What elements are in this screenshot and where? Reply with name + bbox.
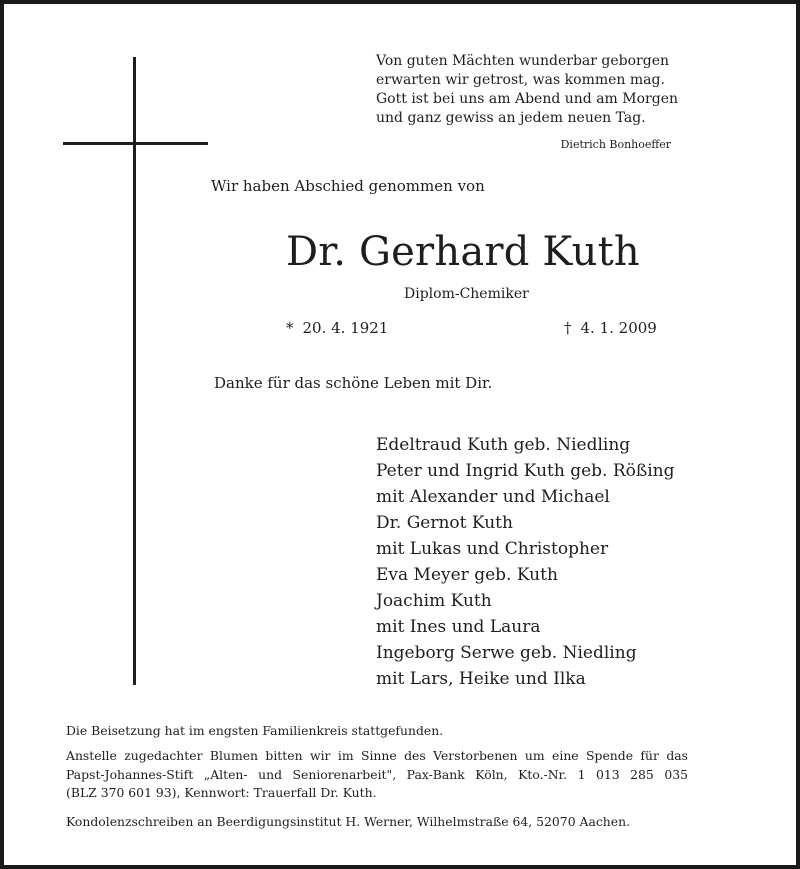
poem-line: erwarten wir getrost, was kommen mag.	[376, 72, 665, 88]
list-item: Joachim Kuth	[376, 591, 492, 611]
donation-line: Papst-Johannes-Stift „Alten- und Seniorenarbeit", Pax-Bank Köln, Kto.-Nr. 1 013 285 035	[66, 766, 688, 782]
death-date-line	[564, 319, 657, 337]
poem-author: Dietrich Bonhoeffer	[560, 138, 671, 151]
poem-line: Von guten Mächten wunderbar geborgen	[376, 53, 669, 69]
birth-star-icon: *	[286, 319, 294, 337]
thanks-text: Danke für das schöne Leben mit Dir.	[214, 374, 493, 392]
donation-line: (BLZ 370 601 93), Kennwort: Trauerfall Dr. Kuth.	[66, 785, 377, 800]
poem-line: und ganz gewiss an jedem neuen Tag.	[376, 110, 646, 126]
list-item: Ingeborg Serwe geb. Niedling	[376, 643, 637, 663]
list-item: Dr. Gernot Kuth	[376, 513, 513, 533]
list-item: mit Lukas und Christopher	[376, 539, 609, 559]
cross-horizontal-bar	[63, 142, 208, 145]
burial-note: Die Beisetzung hat im engsten Familienkreis stattgefunden.	[66, 723, 444, 738]
mourners-list	[376, 432, 675, 692]
list-item: Eva Meyer geb. Kuth	[376, 565, 558, 585]
deceased-name: Dr. Gerhard Kuth	[286, 229, 640, 275]
birth-date-line	[286, 319, 388, 337]
intro-text: Wir haben Abschied genommen von	[211, 177, 485, 195]
death-date: 4. 1. 2009	[580, 319, 657, 337]
list-item: mit Lars, Heike und Ilka	[376, 669, 586, 689]
death-dagger-icon: †	[564, 319, 572, 337]
list-item: mit Alexander und Michael	[376, 487, 610, 507]
birth-date: 20. 4. 1921	[302, 319, 389, 337]
condolence-note: Kondolenzschreiben an Beerdigungsinstitut H. Werner, Wilhelmstraße 64, 52070 Aachen.	[66, 814, 631, 829]
poem-line: Gott ist bei uns am Abend und am Morgen	[376, 91, 678, 107]
list-item: Peter und Ingrid Kuth geb. Rößing	[376, 461, 675, 481]
list-item: mit Ines und Laura	[376, 617, 541, 637]
deceased-profession: Diplom-Chemiker	[404, 286, 529, 302]
cross-vertical-bar	[133, 57, 136, 685]
poem	[376, 52, 686, 128]
donation-note	[66, 747, 688, 803]
donation-line: Anstelle zugedachter Blumen bitten wir im Sinne des Verstorbenen um eine Spende für das	[66, 748, 688, 763]
list-item: Edeltraud Kuth geb. Niedling	[376, 435, 631, 455]
